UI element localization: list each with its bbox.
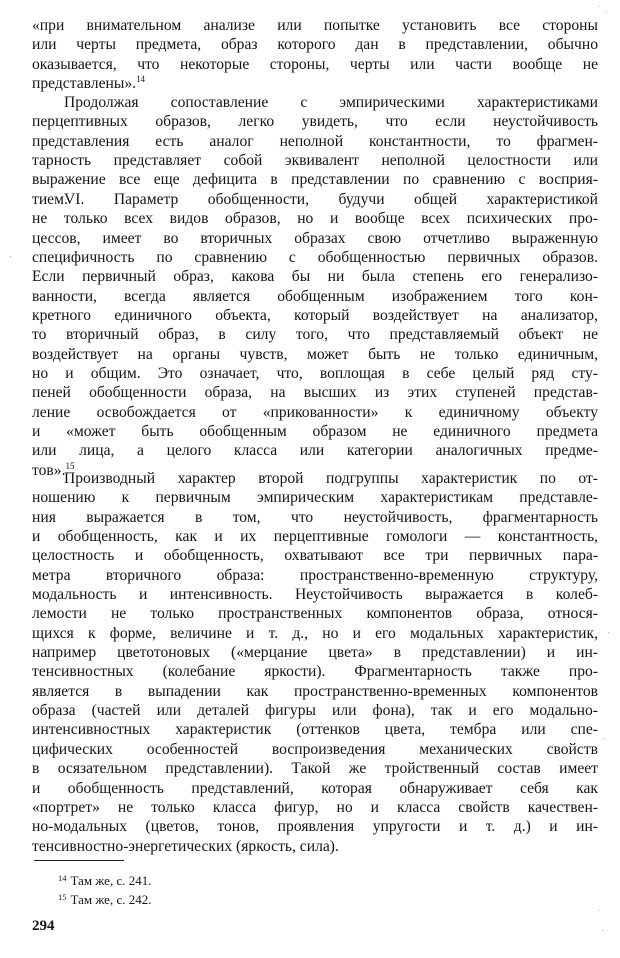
scan-speckle <box>604 738 605 739</box>
text-line: и обобщенность, как и их перцептивные гомологи — константность, <box>32 528 598 546</box>
text-line: например цветотоновых («мерцание цвета» в представлении) и ин- <box>32 644 598 662</box>
text-line: представлены». <box>32 75 137 93</box>
text-line: или черты предмета, образ которого дан в представлении, обычно <box>32 36 598 54</box>
footnote-15 <box>58 889 151 908</box>
footnote-number: 14 <box>58 873 67 883</box>
footnote-text: Там же, с. 242. <box>70 892 152 907</box>
text-line-last <box>32 74 598 93</box>
footnote-14 <box>58 870 151 889</box>
scan-speckle <box>598 910 599 911</box>
scan-speckle <box>606 12 607 13</box>
text-line: ление освобождается от «прикованности» к единичному объекту <box>32 403 598 421</box>
text-line: оказывается, что некоторые стороны, черты или части вообще не <box>32 55 598 73</box>
text-line: тарность представляет собой эквивалент неполной целостности или <box>32 152 598 170</box>
text-line: «при внимательном анализе или попытке установить все стороны <box>32 17 598 34</box>
scan-speckle <box>602 930 603 931</box>
text-line: пеней обобщенности образа, на высших из этих ступеней представ- <box>32 384 598 402</box>
text-line: воздействует на органы чувств, может быть не только единичным, <box>32 345 598 363</box>
scan-speckle <box>608 632 609 633</box>
text-line: лемости не только пространственных компонентов образа, относя- <box>32 605 598 623</box>
scan-speckle <box>598 6 599 7</box>
text-line: но-модальных (цветов, тонов, проявления упругости и т. д.) и ин- <box>32 818 598 836</box>
text-line: образа (частей или деталей фигуры или фона), так и его модально- <box>32 702 598 720</box>
page-number: 294 <box>32 918 55 934</box>
paragraph-generalization <box>32 190 598 480</box>
text-line: цифических особенностей воспроизведения механических свойств <box>32 740 598 758</box>
footnotes <box>58 870 151 908</box>
text-line: является в выпадении как пространственно-временных компонентов <box>32 682 598 700</box>
footnote-number: 15 <box>58 892 67 902</box>
text-line: ванности, всегда является обобщенным изображением того кон- <box>32 287 598 305</box>
text-line: ношению к первичным эмпирическим характеристикам представле- <box>32 489 598 507</box>
text-line: кретного единичного объекта, который воздействует на анализатор, <box>32 307 598 325</box>
footnote-ref-15: 15 <box>65 460 75 471</box>
text-line: тенсивностных (колебание яркости). Фрагментарность также про- <box>32 663 598 681</box>
footnote-ref-14: 14 <box>136 74 146 85</box>
text-line: Продолжая сопоставление с эмпирическими характеристиками <box>64 94 598 111</box>
text-line: «портрет» не только класса фигур, но и класса свойств качествен- <box>32 798 598 816</box>
paragraph-derived-characteristics <box>32 469 598 856</box>
text-line: модальность и интенсивность. Неустойчивость выражается в колеб- <box>32 586 598 604</box>
text-line: перцептивных образов, легко увидеть, что если неустойчивость <box>32 113 598 131</box>
text-line: Если первичный образ, какова бы ни была степень его генерализо- <box>32 268 598 286</box>
text-line: и «может быть обобщенным образом не единичного предмета <box>32 423 598 441</box>
text-line: не только всех видов образов, но и вообще всех психических про- <box>32 210 598 228</box>
footnote-separator <box>34 860 124 861</box>
text-line: цессов, имеет во вторичных образах свою отчетливо выраженную <box>32 229 598 247</box>
text-line: в осязательном представлении). Такой же тройственный состав имеет <box>32 760 598 778</box>
scan-speckle <box>10 256 11 257</box>
text-line: ния выражается в том, что неустойчивость, фрагментарность <box>32 508 598 526</box>
text-line: и обобщенность представлений, которая обнаруживает себя как <box>32 779 598 797</box>
document-page <box>32 4 598 944</box>
text-line: щихся к форме, величине и т. д., но и его модальных характеристик, <box>32 624 598 642</box>
text-line: тенсивностно-энергетических (яркость, сила). <box>32 837 339 855</box>
text-line: целостность и обобщенность, охватывают все три первичных пара- <box>32 547 598 565</box>
text-line: метра вторичного образа: пространственно-временную структуру, <box>32 566 598 584</box>
paragraph-continuation <box>32 16 598 93</box>
text-line: VI. Параметр обобщенности, будучи общей характеристикой <box>64 191 598 208</box>
text-line: специфичность по сравнению с обобщенностью первичных образов. <box>32 249 598 267</box>
text-line: тов». <box>32 461 66 479</box>
footnote-text: Там же, с. 241. <box>70 873 152 888</box>
text-line: представления есть аналог неполной константности, то фрагмен- <box>32 132 598 150</box>
text-line: то вторичный образ, в силу того, что представляемый объект не <box>32 326 598 344</box>
text-line: но и общим. Это означает, что, воплощая в себе целый ряд сту- <box>32 365 598 383</box>
text-line: или лица, а целого класса или категории аналогичных предме- <box>32 442 598 460</box>
text-line: тием. <box>32 190 68 208</box>
text-line: выражение все еще дефицита в представлении по сравнению с восприя- <box>32 171 598 189</box>
text-line: интенсивностных характеристик (оттенков цвета, тембра или спе- <box>32 721 598 739</box>
text-line: Производный характер второй подгруппы характеристик по от- <box>64 470 598 487</box>
